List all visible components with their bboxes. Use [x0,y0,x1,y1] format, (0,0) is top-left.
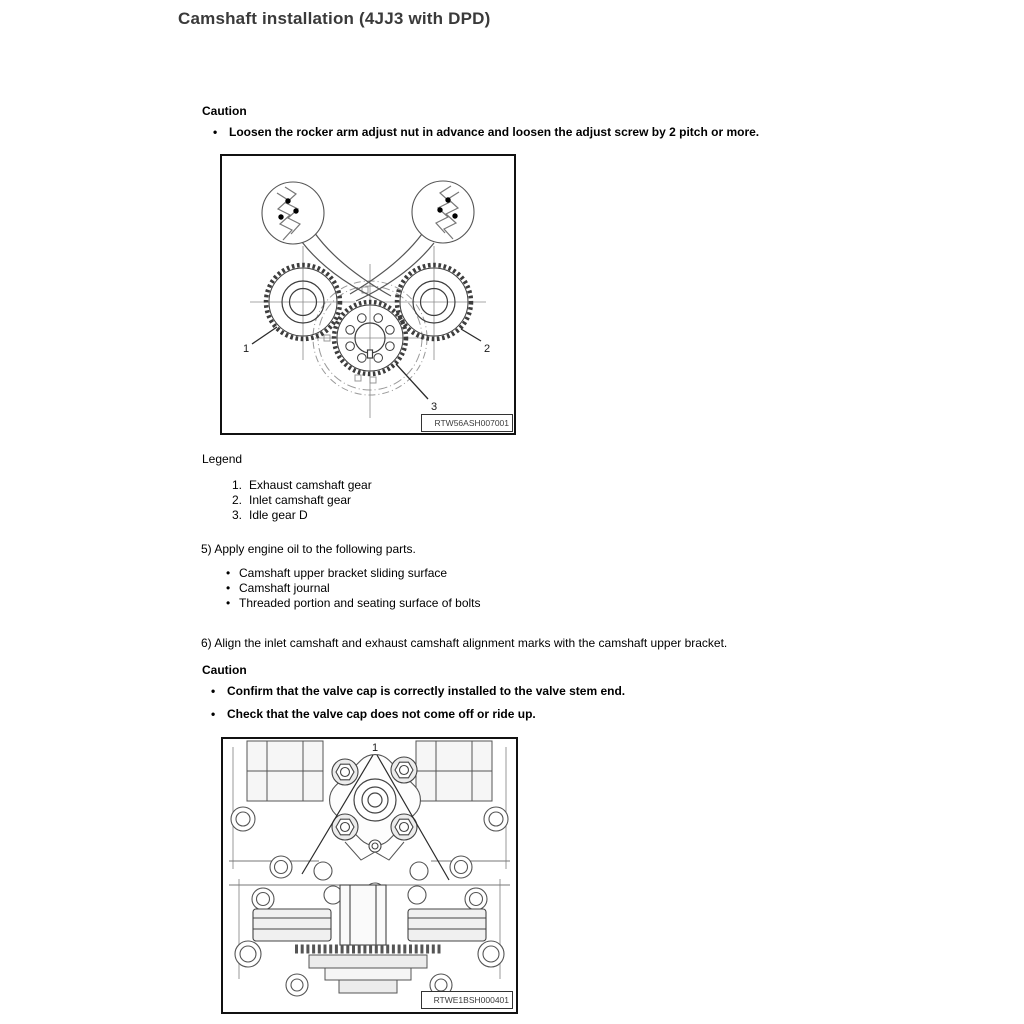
oil-parts-item-1-text: Camshaft upper bracket sliding surface [239,566,448,580]
caution-bullet-1 [213,125,813,140]
callout-1: 1 [371,742,379,754]
legend-item-1-text: Exhaust camshaft gear [249,478,372,492]
bullet-icon [211,684,227,699]
legend-item-3-text: Idle gear D [249,508,308,522]
page-title: Camshaft installation (4JJ3 with DPD) [178,9,491,28]
oil-parts-item-2-text: Camshaft journal [239,581,330,595]
caution-heading-1: Caution [202,104,247,118]
legend-item-1 [232,478,372,493]
bullet-icon [226,596,239,611]
callout-1: 1 [243,343,250,355]
bullet-icon [226,581,239,596]
legend-item-2 [232,493,372,508]
legend-item-2-num: 2. [232,493,243,507]
alignment-mark-balloon-right [350,181,474,301]
camshaft-bracket-drawing [223,739,516,1012]
caution-bullet-2a-text: Confirm that the valve cap is correctly installed to the valve stem end. [227,684,626,698]
legend-heading: Legend [202,452,243,466]
caution-bullet-2a [211,684,811,699]
oil-parts-item-1 [226,566,786,581]
alignment-mark-balloon-left [262,182,391,303]
legend-item-3 [232,508,372,523]
caution-heading-2: Caution [202,663,247,677]
legend-item-1-num: 1. [232,478,243,492]
oil-parts-item-2 [226,581,786,596]
caution-bullet-2b [211,707,811,722]
legend-list [232,478,372,523]
idle-gear-sprocket [295,949,441,993]
figure-code: RTW56ASH007001 [434,418,509,428]
bullet-icon [226,566,239,581]
callout-2: 2 [484,343,491,355]
small-dowel [369,840,381,852]
bullet-icon [211,707,227,722]
figure-camshaft-bracket [221,737,518,1014]
callout-3: 3 [431,401,438,413]
oil-parts-list [226,566,786,611]
oil-parts-item-3 [226,596,786,611]
caution-bullet-1-text: Loosen the rocker arm adjust nut in advance and loosen the adjust screw by 2 pitch or more. [229,125,760,139]
step-6-text: 6) Align the inlet camshaft and exhaust camshaft alignment marks with the camshaft upper bracket. [201,636,728,650]
legend-item-2-text: Inlet camshaft gear [249,493,352,507]
caution-bullet-2b-text: Check that the valve cap does not come off or ride up. [227,707,536,721]
figure-code: RTWE1BSH000401 [433,995,509,1005]
oil-parts-item-3-text: Threaded portion and seating surface of bolts [239,596,481,610]
center-hub [340,885,386,945]
step-5-text: 5) Apply engine oil to the following parts. [201,542,416,556]
bullet-icon [213,125,229,140]
legend-item-3-num: 3. [232,508,243,522]
center-boss [354,779,396,821]
figure-timing-gears [220,154,516,435]
timing-gears-drawing [222,156,514,433]
